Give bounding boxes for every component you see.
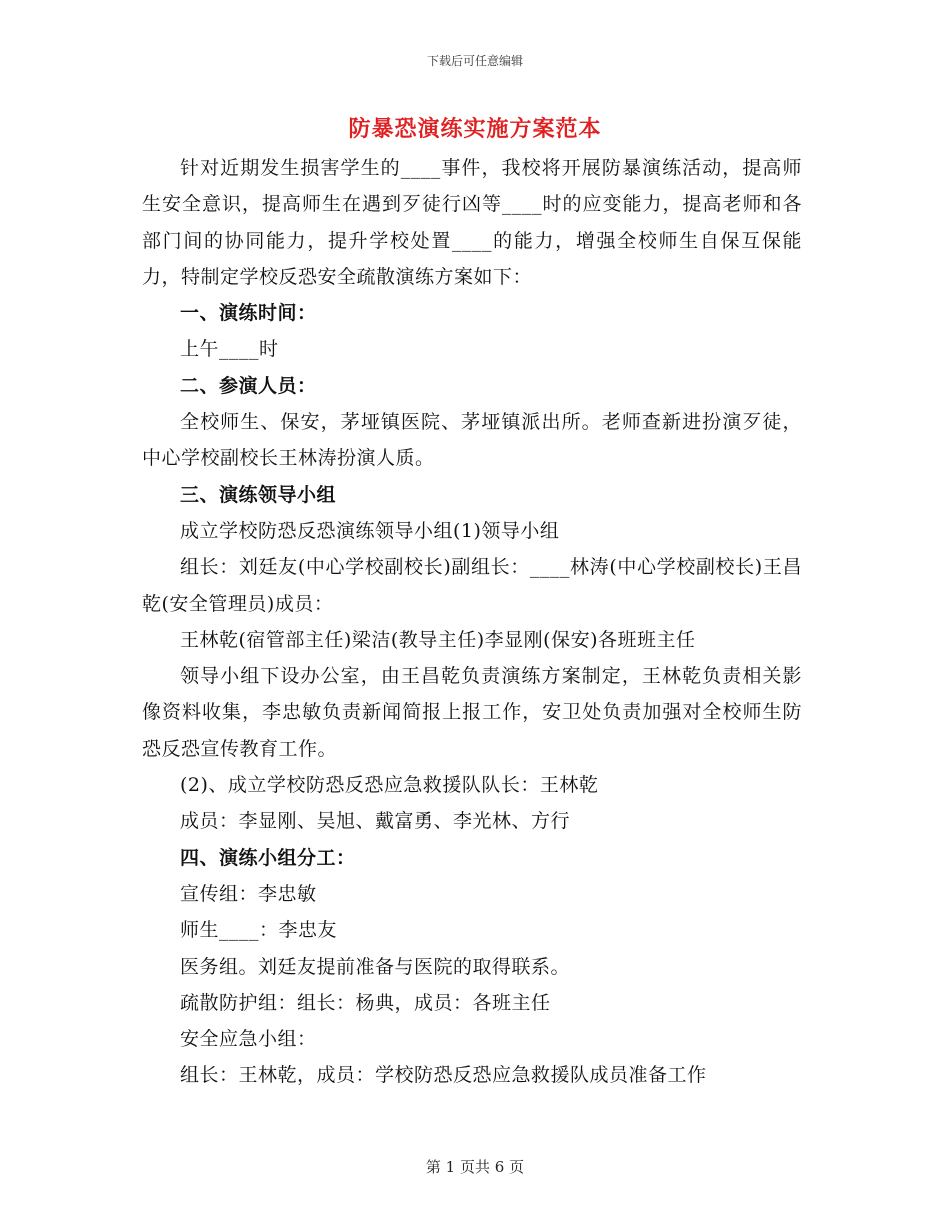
body-paragraph: (2)、成立学校防恐反恐应急救援队队长：王林乾 xyxy=(180,774,599,797)
body-paragraph: 师生____：李忠友 xyxy=(180,919,338,942)
body-paragraph: 成立学校防恐反恐演练领导小组(1)领导小组 xyxy=(180,519,560,542)
body-paragraph: 医务组。刘廷友提前准备与医院的取得联系。 xyxy=(180,955,571,978)
body-paragraph: 安全应急小组： xyxy=(180,1028,317,1051)
body-paragraph: 组长：王林乾，成员：学校防恐反恐应急救援队成员准备工作 xyxy=(180,1064,707,1087)
section-heading: 三、演练领导小组 xyxy=(180,483,337,506)
body-paragraph: 成员：李显刚、吴旭、戴富勇、李光林、方行 xyxy=(180,810,571,833)
page-footer: 第 1 页共 6 页 xyxy=(425,1158,525,1176)
body-paragraph: 全校师生、保安，茅垭镇医院、茅垭镇派出所。老师查新进扮演歹徒，中心学校副校长王林涛扮演人质。 xyxy=(142,411,802,470)
body-paragraph: 宣传组：李忠敏 xyxy=(180,882,317,905)
section-heading: 四、演练小组分工： xyxy=(180,846,356,869)
document-title: 防暴恐演练实施方案范本 xyxy=(348,116,602,142)
document-body xyxy=(142,150,802,1094)
section-heading: 二、参演人员： xyxy=(180,374,317,397)
body-paragraph: 领导小组下设办公室，由王昌乾负责演练方案制定，王林乾负责相关影像资料收集，李忠敏负责新闻简报上报工作，安卫处负责加强对全校师生防恐反恐宣传教育工作。 xyxy=(142,665,802,760)
body-paragraph: 疏散防护组：组长：杨典，成员：各班主任 xyxy=(180,991,551,1014)
body-paragraph: 王林乾(宿管部主任)梁洁(教导主任)李显刚(保安)各班班主任 xyxy=(180,628,696,651)
body-paragraph: 针对近期发生损害学生的____事件，我校将开展防暴演练活动，提高师生安全意识，提高师生在遇到歹徒行凶等____时的应变能力，提高老师和各部门间的协同能力，提升学校处置____的能力，增强全校师生自保互保能力，特制定学校反恐安全疏散演练方案如下： xyxy=(142,157,802,288)
page-header: 下载后可任意编辑 xyxy=(426,54,523,68)
section-heading: 一、演练时间： xyxy=(180,302,317,325)
body-paragraph: 组长：刘廷友(中心学校副校长)副组长：____林涛(中心学校副校长)王昌乾(安全管理员)成员： xyxy=(142,556,802,615)
body-paragraph: 上午____时 xyxy=(180,338,279,361)
